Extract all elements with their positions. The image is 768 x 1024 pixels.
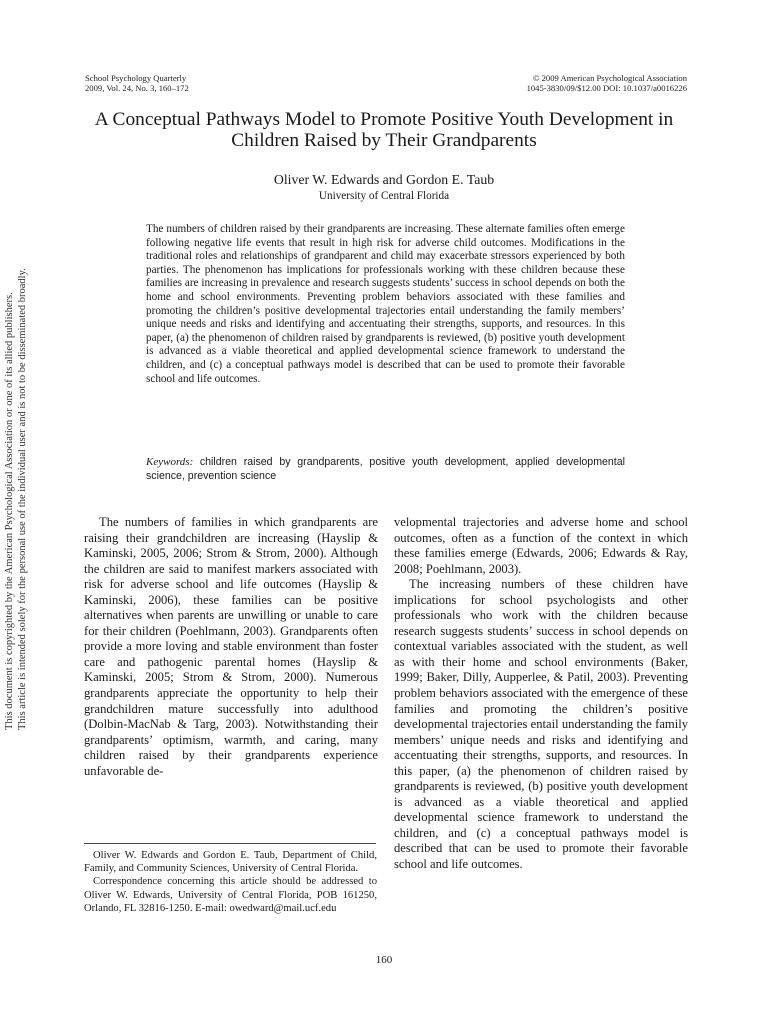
- footnote-divider: [84, 843, 376, 844]
- page-number: 160: [375, 954, 393, 966]
- copyright-side-notice: [0, 0, 40, 1024]
- journal-header: [85, 73, 189, 93]
- footnotes: [84, 849, 377, 915]
- side-notice-line-2: This article is intended solely for the personal use of the individual user and is not to be disseminated broadly.: [17, 268, 28, 730]
- body-column-left: [84, 515, 378, 779]
- copyright-line: © 2009 American Psychological Association: [532, 73, 687, 83]
- footnote-affiliation: Oliver W. Edwards and Gordon E. Taub, Department of Child, Family, and Community Sciences, University of Central Florida.: [84, 850, 377, 875]
- keywords: [146, 455, 625, 483]
- keywords-label: Keywords:: [146, 456, 194, 468]
- keywords-text: children raised by grandparents, positive youth development, applied developmental science, prevention science: [146, 456, 625, 482]
- body-column-right: [394, 515, 688, 873]
- doi-line: 1045-3830/09/$12.00 DOI: 10.1037/a0016226: [526, 83, 687, 93]
- affiliation: University of Central Florida: [318, 190, 450, 202]
- publisher-header: [527, 73, 687, 93]
- body-paragraph-continuation: velopmental trajectories and adverse home and school outcomes, often as a function of the context in which these families emerge (Edwards, 2006; Edwards & Ray, 2008; Poehlmann, 2003).: [394, 515, 688, 576]
- journal-citation: 2009, Vol. 24, No. 3, 160–172: [85, 83, 189, 93]
- abstract-text: The numbers of children raised by their grandparents are increasing. These alternate families often emerge following negative life events that result in high risk for adverse child outcomes. Modifications in the traditional roles and relationships of grandparent and child may exacerbate stressors experienced by both parties. The phenomenon has implications for professionals working with these children because these families are increasing in prevalence and research suggests students’ success in school depends on both the home and school environments. Preventing problem behaviors associated with these families and promoting the children’s positive developmental trajectories entail understanding the family members’ unique needs and risks and identifying and accentuating their strengths, supports, and resources. In this paper, (a) the phenomenon of children raised by grandparents is reviewed, (b) positive youth development is advanced as a viable theoretical and applied developmental science framework to understand the children, and (c) a conceptual pathways model is described that can be used to promote their favorable school and life outcomes.: [146, 223, 625, 385]
- body-paragraph: The increasing numbers of these children have implications for school psychologists and other professionals who work with the children because research suggests students’ success in school depends on contextual variables associated with the student, as well as with their home and school environments (Baker, 1999; Baker, Dilly, Aupperlee, & Patil, 2003). Preventing problem behaviors associated with the emergence of these families and promoting the children’s positive developmental trajectories entail understanding the family members’ unique needs and risks and identifying and accentuating their strengths, supports, and resources. In this paper, (a) the phenomenon of children raised by grandparents is reviewed, (b) positive youth development is advanced as a viable theoretical and applied developmental science framework to understand the children, and (c) a conceptual pathways model is described that can be used to promote their favorable school and life outcomes.: [394, 577, 688, 872]
- abstract: [146, 223, 625, 386]
- side-notice-line-1: This document is copyrighted by the American Psychological Association or one of its allied publishers.: [4, 292, 15, 730]
- journal-name: School Psychology Quarterly: [85, 73, 187, 83]
- authors: Oliver W. Edwards and Gordon E. Taub: [273, 172, 495, 187]
- body-paragraph: The numbers of families in which grandparents are raising their grandchildren are increasing (Hayslip & Kaminski, 2005, 2006; Strom & Strom, 2000). Although the children are said to manifest markers associated with risk for adverse school and life outcomes (Hayslip & Kaminski, 2006), these families can be positive alternatives when parents are unwilling or unable to care for their children (Poehlmann, 2003). Grandparents often provide a more loving and stable environment than foster care and pathogenic parental homes (Hayslip & Kaminski, 2005; Strom & Strom, 2000). Numerous grandparents appreciate the opportunity to help their grandchildren mature successfully into adulthood (Dolbin-MacNab & Targ, 2003). Notwithstanding their grandparents’ optimism, warmth, and caring, many children raised by their grandparents experience unfavorable de-: [84, 515, 378, 778]
- footnote-correspondence: Correspondence concerning this article should be addressed to Oliver W. Edwards, University of Central Florida, POB 161250, Orlando, FL 32816-1250. E-mail: owedward@mail.ucf.edu: [84, 876, 377, 914]
- article-title: A Conceptual Pathways Model to Promote Positive Youth Development in Children Raised by Their Grandparents: [94, 109, 674, 151]
